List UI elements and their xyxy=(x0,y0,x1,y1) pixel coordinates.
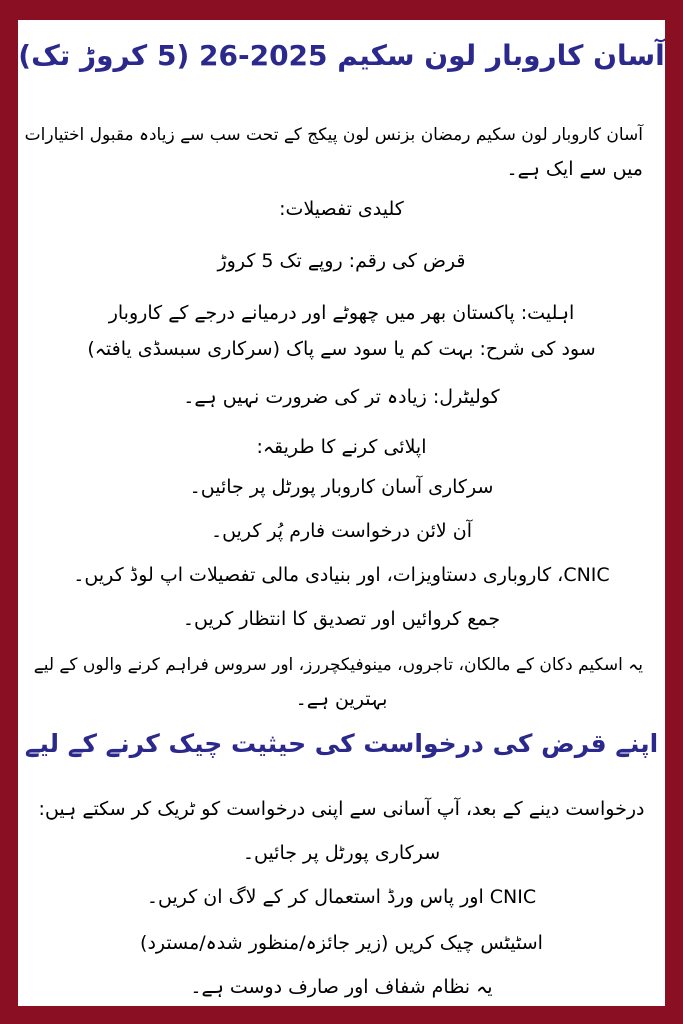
status-intro: درخواست دینے کے بعد، آپ آسانی سے اپنی درخواست کو ٹریک کر سکتے ہیں: xyxy=(38,798,645,820)
apply-step-4: جمع کروائیں اور تصدیق کا انتظار کریں۔ xyxy=(182,608,501,630)
detail-loan-amount: قرض کی رقم: روپے تک 5 کروڑ xyxy=(217,250,466,272)
detail-eligibility: اہلیت: پاکستان بھر میں چھوٹے اور درمیانے درجے کے کاروبار xyxy=(108,302,575,324)
suitability-line-1: یہ اسکیم دکان کے مالکان، تاجروں، مینوفیکچررز، اور سروس فراہم کرنے والوں کے لیے xyxy=(33,655,643,675)
apply-step-3: CNIC، کاروباری دستاویزات، اور بنیادی مالی تفصیلات اپ لوڈ کریں۔ xyxy=(73,564,610,586)
closing-line: یہ نظام شفاف اور صارف دوست ہے۔ xyxy=(190,976,493,998)
intro-line-1: آسان کاروبار لون سکیم رمضان بزنس لون پیکج کے تحت سب سے زیادہ مقبول اختیارات xyxy=(24,125,643,145)
key-details-heading: کلیدی تفصیلات: xyxy=(279,198,404,220)
apply-step-2: آن لائن درخواست فارم پُر کریں۔ xyxy=(210,520,473,542)
status-step-1: سرکاری پورٹل پر جائیں۔ xyxy=(242,842,441,864)
apply-step-1: سرکاری آسان کاروبار پورٹل پر جائیں۔ xyxy=(189,476,494,498)
intro-line-2: میں سے ایک ہے۔ xyxy=(506,158,643,180)
content-panel xyxy=(18,20,665,1006)
status-heading: اپنے قرض کی درخواست کی حیثیت چیک کرنے کے لیے xyxy=(24,729,659,758)
detail-collateral: کولیٹرل: زیادہ تر کی ضرورت نہیں ہے۔ xyxy=(183,386,500,408)
status-step-3: اسٹیٹس چیک کریں (زیر جائزہ/منظور شدہ/مسترد) xyxy=(140,932,543,954)
status-step-2: CNIC اور پاس ورڈ استعمال کر کے لاگ ان کریں۔ xyxy=(146,886,537,908)
detail-interest-rate: سود کی شرح: بہت کم یا سود سے پاک (سرکاری سبسڈی یافتہ) xyxy=(87,338,596,360)
apply-heading: اپلائی کرنے کا طریقہ: xyxy=(256,436,427,458)
suitability-line-2: بہترین ہے۔ xyxy=(295,688,388,710)
page-title: آسان کاروبار لون سکیم 2025-26 (5 کروڑ تک) xyxy=(18,39,665,72)
